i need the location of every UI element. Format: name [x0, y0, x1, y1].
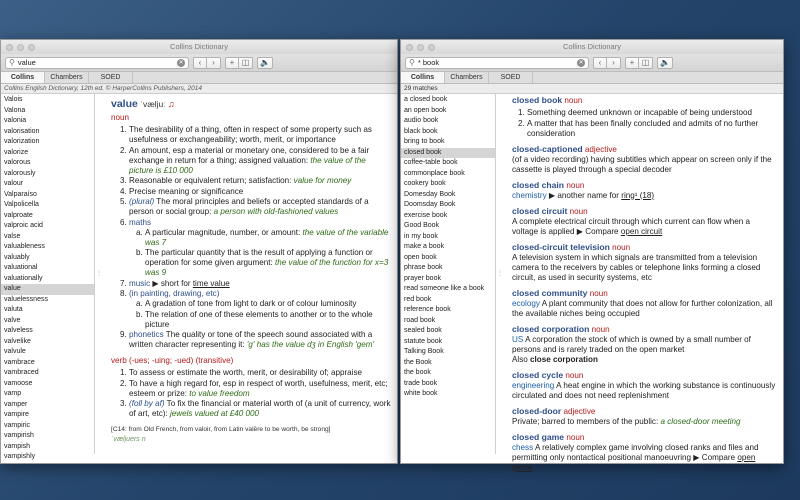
- list-item[interactable]: Valpolicella: [4, 201, 39, 208]
- list-item[interactable]: valorous: [4, 159, 31, 166]
- entry-text: A plant community that does not allow for further colonization, all the available niches being occupied: [512, 298, 773, 318]
- time-value-link[interactable]: time value: [192, 278, 230, 288]
- list-item[interactable]: valonia: [4, 117, 27, 124]
- list-item[interactable]: vamp: [4, 390, 22, 397]
- list-item[interactable]: vampirish: [4, 432, 34, 439]
- entry-text: ▶ another name for: [548, 190, 620, 200]
- list-item[interactable]: red book: [404, 295, 432, 303]
- title-bar[interactable]: [1, 40, 397, 54]
- book-icon[interactable]: ◫: [639, 57, 653, 69]
- entry-heading: [512, 206, 777, 217]
- toolbar: [401, 54, 783, 72]
- list-item[interactable]: Talking Book: [404, 348, 444, 355]
- entry: [512, 144, 777, 175]
- entry-headword: closed corporation: [512, 323, 590, 334]
- list-item[interactable]: valorization: [4, 138, 40, 145]
- entry-text: A complete electrical circuit through which current can flow when a voltage is applied ▶ Compare: [512, 216, 750, 236]
- list-item[interactable]: exercise book: [404, 211, 448, 219]
- list-item[interactable]: valproic acid: [4, 222, 43, 229]
- list-item[interactable]: valorisation: [4, 127, 40, 135]
- entry: [512, 288, 777, 319]
- entry-heading: [512, 242, 777, 253]
- entry-label: ecology: [512, 298, 540, 308]
- list-item[interactable]: the Book: [404, 358, 432, 366]
- search-field[interactable]: [5, 57, 189, 69]
- view-controls: [625, 57, 653, 69]
- list-item[interactable]: vamoose: [4, 379, 33, 387]
- entry-definition: [512, 155, 777, 175]
- dictionary-window-right: [400, 39, 784, 472]
- entry-pos: noun: [565, 370, 584, 380]
- entry-definition: [512, 417, 777, 427]
- entry-text: (of a video recording) having subtitles which appear on screen only if the cassette is played through a special decoder: [512, 154, 772, 174]
- list-item[interactable]: bring to book: [404, 138, 445, 145]
- entry: [512, 370, 777, 401]
- speaker-icon[interactable]: 🔈: [657, 57, 673, 69]
- list-item[interactable]: valorously: [4, 169, 36, 177]
- entry-heading: [512, 144, 777, 155]
- entry-sense: 2. A matter that has been finally concluded and admits of no further consideration: [527, 119, 777, 139]
- list-item[interactable]: valuelessness: [4, 295, 48, 303]
- list-item[interactable]: Domesday Book: [404, 190, 456, 198]
- list-item[interactable]: valuta: [4, 306, 23, 313]
- zoom-window-button[interactable]: [28, 44, 35, 51]
- list-item[interactable]: valvelike: [4, 337, 31, 345]
- entry-text: A corporation the stock of which is owned by a small number of persons and is rarely traded on the open market: [512, 334, 751, 354]
- title-bar[interactable]: [401, 40, 783, 54]
- entry: [512, 95, 777, 139]
- entry-heading: [512, 432, 777, 443]
- list-item[interactable]: valuableness: [4, 243, 45, 250]
- list-item[interactable]: valvule: [4, 348, 26, 355]
- noun-senses: [111, 125, 391, 350]
- entry-definition: [512, 253, 777, 283]
- word-list[interactable]: [1, 94, 95, 460]
- entry-pos: noun: [591, 324, 610, 334]
- entry-headword: closed game: [512, 431, 565, 442]
- list-item[interactable]: trade book: [404, 379, 438, 387]
- list-item[interactable]: Valparaíso: [4, 190, 37, 198]
- entry-label: engineering: [512, 380, 555, 390]
- entry-heading: [512, 288, 777, 299]
- entry: [512, 324, 777, 365]
- list-item[interactable]: a closed book: [404, 96, 448, 103]
- part-of-speech-verb: verb (-ues; -uing; -ued) (transitive): [111, 356, 234, 365]
- entry-heading: [512, 180, 777, 191]
- entry-label: US: [512, 334, 524, 344]
- dictionary-tabs: [401, 72, 783, 84]
- list-item[interactable]: open book: [404, 253, 437, 261]
- verb-sense-2: 2. To have a high regard for, esp in respect of worth, usefulness, merit, etc; esteem or prize: to value freedom: [129, 379, 391, 399]
- sense-1: 1. The desirability of a thing, often in respect of some property such as usefulness or exchangeability; worth, merit, or importance: [129, 125, 391, 145]
- view-controls: [225, 57, 253, 69]
- entry-headword: closed book: [512, 95, 563, 105]
- list-item[interactable]: valproate: [4, 211, 33, 219]
- search-icon: ⚲: [409, 58, 415, 67]
- entry-headword: closed-captioned: [512, 143, 583, 154]
- tab-soed[interactable]: SOED: [489, 72, 533, 83]
- tab-collins[interactable]: Collins: [1, 72, 45, 83]
- tab-chambers[interactable]: Chambers: [445, 72, 489, 83]
- entry-also-label: Also: [512, 354, 528, 364]
- book-icon[interactable]: ◫: [239, 57, 253, 69]
- list-item[interactable]: valuational: [4, 264, 38, 271]
- sense-4: 4. Precise meaning or significance: [129, 187, 391, 197]
- entry: [512, 242, 777, 283]
- etymology: [C14: from Old French, from valoir, from Latin valēre to be worth, be strong]: [111, 426, 331, 433]
- cross-reference-link[interactable]: ring¹ (18): [621, 190, 655, 200]
- list-item[interactable]: the book: [404, 369, 431, 376]
- entry-senses: [512, 108, 777, 139]
- sense-8a: a. A gradation of tone from light to dark or of colour luminosity: [145, 299, 391, 309]
- list-item[interactable]: Valona: [4, 106, 26, 114]
- list-item[interactable]: Good Book: [404, 222, 440, 229]
- entry-definition: [512, 443, 777, 473]
- entry-pos: noun: [564, 96, 583, 105]
- list-item[interactable]: vampiric: [4, 421, 31, 429]
- entry-label: chess: [512, 442, 534, 452]
- list-item[interactable]: value: [1, 284, 94, 295]
- entry-headword: closed circuit: [512, 205, 568, 216]
- entry-definition: [512, 299, 777, 319]
- list-item[interactable]: road book: [404, 316, 436, 324]
- entry-headword: closed cycle: [512, 369, 564, 380]
- source-info: Collins English Dictionary, 12th ed. © HarperCollins Publishers, 2014: [1, 84, 397, 94]
- sense-6a: a. A particular magnitude, number, or amount: the value of the variable was 7: [145, 228, 391, 248]
- list-item[interactable]: cookery book: [404, 180, 446, 187]
- list-item[interactable]: in my book: [404, 232, 438, 240]
- entry-definition: [512, 381, 777, 401]
- history-nav: [593, 57, 621, 69]
- toolbar: [1, 54, 397, 72]
- list-item[interactable]: valuationally: [4, 274, 43, 282]
- list-item[interactable]: read someone like a book: [404, 285, 485, 292]
- list-item[interactable]: Valois: [4, 96, 23, 103]
- speaker-icon[interactable]: 🔈: [257, 57, 273, 69]
- clear-search-icon[interactable]: ✕: [178, 59, 184, 66]
- pronunciation: ˈvæljuː: [140, 99, 166, 109]
- entry-pos: noun: [612, 242, 631, 252]
- sense-8: 8. (in painting, drawing, etc) a. A gradation of tone from light to dark or of colour luminosity b. The relation of one of these elements to another or to the whole picture: [129, 289, 391, 330]
- search-input[interactable]: [418, 58, 574, 67]
- split-handle[interactable]: ⋮: [497, 271, 503, 277]
- window-title: Collins Dictionary: [170, 42, 228, 51]
- list-item[interactable]: valveless: [4, 327, 33, 334]
- entry: [512, 432, 777, 473]
- entry-heading: [512, 370, 777, 381]
- entry-headword: closed-door: [512, 405, 562, 416]
- back-button[interactable]: ‹: [593, 57, 607, 69]
- clear-search-icon[interactable]: ✕: [578, 59, 584, 66]
- sense-6: 6. maths a. A particular magnitude, number, or amount: the value of the variable was 7 b. The particular quantity that is the result of applying a function or operation for some given argument: the value of the function for x=3 was 9: [129, 218, 391, 279]
- entry: [512, 180, 777, 201]
- sense-3: 3. Reasonable or equivalent return; satisfaction: value for money: [129, 176, 391, 186]
- entry-text: A heat engine in which the working substance is continuously circulated and does not need replenishment: [512, 380, 776, 400]
- entry-definition: [512, 335, 777, 355]
- list-item[interactable]: audio book: [404, 117, 439, 124]
- entry-text: Private; barred to members of the public:: [512, 416, 659, 426]
- entry-heading: [512, 406, 777, 417]
- list-item[interactable]: valour: [4, 180, 24, 187]
- list-item[interactable]: an open book: [404, 106, 447, 114]
- window-title: Collins Dictionary: [563, 42, 621, 51]
- next-entry-cutoff: ˈvæljuers n: [111, 436, 146, 443]
- forward-button[interactable]: ›: [607, 57, 621, 69]
- pronunciation-speaker-icon[interactable]: ♫: [167, 99, 175, 109]
- sense-2: 2. An amount, esp a material or monetary one, considered to be a fair exchange in return for a thing; assigned valuation: the value of the picture is £10 000: [129, 146, 391, 176]
- list-item[interactable]: vambrace: [4, 358, 35, 366]
- list-item[interactable]: sealed book: [404, 327, 442, 334]
- list-item[interactable]: vambraced: [4, 369, 39, 376]
- list-item[interactable]: vampire: [4, 411, 29, 418]
- list-item[interactable]: valse: [4, 232, 21, 240]
- list-item[interactable]: vampish: [4, 442, 31, 450]
- list-item[interactable]: valve: [4, 316, 21, 324]
- split-handle[interactable]: ⋮: [96, 271, 102, 277]
- add-button[interactable]: +: [625, 57, 639, 69]
- sense-8b: b. The relation of one of these elements to another or to the whole picture: [145, 310, 391, 330]
- minimize-window-button[interactable]: [17, 44, 24, 51]
- list-item[interactable]: Doomsday Book: [404, 201, 456, 208]
- search-input[interactable]: [18, 58, 174, 67]
- zoom-window-button[interactable]: [428, 44, 435, 51]
- entry-pos: noun: [566, 432, 585, 442]
- list-item[interactable]: valorize: [4, 148, 29, 156]
- verb-senses: [111, 368, 391, 419]
- part-of-speech-noun: noun: [111, 113, 130, 122]
- tab-soed[interactable]: SOED: [89, 72, 133, 83]
- list-item[interactable]: black book: [404, 127, 438, 135]
- sense-5: 5. (plural) The moral principles and beliefs or accepted standards of a person or social group: a person with old-fashioned values: [129, 197, 391, 217]
- entry-headword: closed-circuit television: [512, 241, 610, 252]
- entry-also: [512, 355, 777, 365]
- entry-pos: noun: [566, 180, 585, 190]
- entry-heading: [512, 95, 777, 106]
- entry-also-term: close corporation: [530, 354, 598, 364]
- search-field[interactable]: [405, 57, 589, 69]
- minimize-window-button[interactable]: [417, 44, 424, 51]
- entry-content: [101, 94, 397, 454]
- sense-9: 9. phonetics The quality or tone of the speech sound associated with a written character representing it: 'g' has the value dʒ in English 'gem': [129, 330, 391, 350]
- close-window-button[interactable]: [406, 44, 413, 51]
- list-item[interactable]: reference book: [404, 306, 451, 313]
- tab-chambers[interactable]: Chambers: [45, 72, 89, 83]
- entry-text: A television system in which signals are transmitted from a television camera to the receivers by cables or telephone links forming a closed circuit, as used in security systems, etc: [512, 252, 761, 282]
- list-item[interactable]: white book: [404, 390, 438, 397]
- tab-collins[interactable]: Collins: [401, 72, 445, 83]
- list-item[interactable]: vampishly: [4, 453, 36, 460]
- entry-sense: 1. Something deemed unknown or incapable of being understood: [527, 108, 777, 118]
- cross-reference-link[interactable]: open game: [512, 452, 756, 472]
- dictionary-window-left: [0, 39, 398, 464]
- list-item[interactable]: closed book: [401, 148, 495, 159]
- search-icon: ⚲: [9, 58, 15, 67]
- list-item[interactable]: prayer book: [404, 274, 441, 282]
- match-entries: [502, 94, 783, 472]
- list-item[interactable]: make a book: [404, 243, 445, 250]
- entry-pos: noun: [569, 206, 588, 216]
- entry-pos: noun: [589, 288, 608, 298]
- history-nav: [193, 57, 221, 69]
- list-item[interactable]: commonplace book: [404, 169, 465, 177]
- entry-pos: adjective: [563, 406, 596, 416]
- entry-headword: closed chain: [512, 179, 565, 190]
- entry-pos: adjective: [584, 144, 617, 154]
- entry-text: A relatively complex game involving closed ranks and files and permitting only nontactical positional manoeuvring ▶ Compare: [512, 442, 759, 462]
- entry-example: a closed-door meeting: [660, 416, 741, 426]
- entry-heading: [512, 324, 777, 335]
- list-item[interactable]: statute book: [404, 337, 443, 345]
- close-window-button[interactable]: [6, 44, 13, 51]
- forward-button[interactable]: ›: [207, 57, 221, 69]
- cross-reference-link[interactable]: open circuit: [620, 226, 663, 236]
- sense-6b: b. The particular quantity that is the result of applying a function or operation for some given argument: the value of the function for x=3 was 9: [145, 248, 391, 278]
- entry: [512, 406, 777, 427]
- match-list[interactable]: [401, 94, 496, 454]
- dictionary-tabs: [1, 72, 397, 84]
- add-button[interactable]: +: [225, 57, 239, 69]
- list-item[interactable]: phrase book: [404, 264, 443, 271]
- verb-sense-3: 3. (foll by af) To fix the financial or material worth of (a unit of currency, work of art, etc): jewels valued at £40 000: [129, 399, 391, 419]
- headword: value: [111, 98, 138, 110]
- sense-7: 7. music ▶ short for time value: [129, 279, 391, 289]
- entry-label: chemistry: [512, 190, 547, 200]
- entry-headword: closed community: [512, 287, 588, 298]
- entry-definition: [512, 191, 777, 201]
- entry-definition: [512, 217, 777, 237]
- entry: [512, 206, 777, 237]
- list-item[interactable]: valuably: [4, 253, 30, 261]
- back-button[interactable]: ‹: [193, 57, 207, 69]
- match-count: 29 matches: [401, 84, 783, 94]
- verb-sense-1: 1. To assess or estimate the worth, merit, or desirability of; appraise: [129, 368, 391, 378]
- list-item[interactable]: vamper: [4, 400, 28, 408]
- list-item[interactable]: coffee-table book: [404, 159, 458, 166]
